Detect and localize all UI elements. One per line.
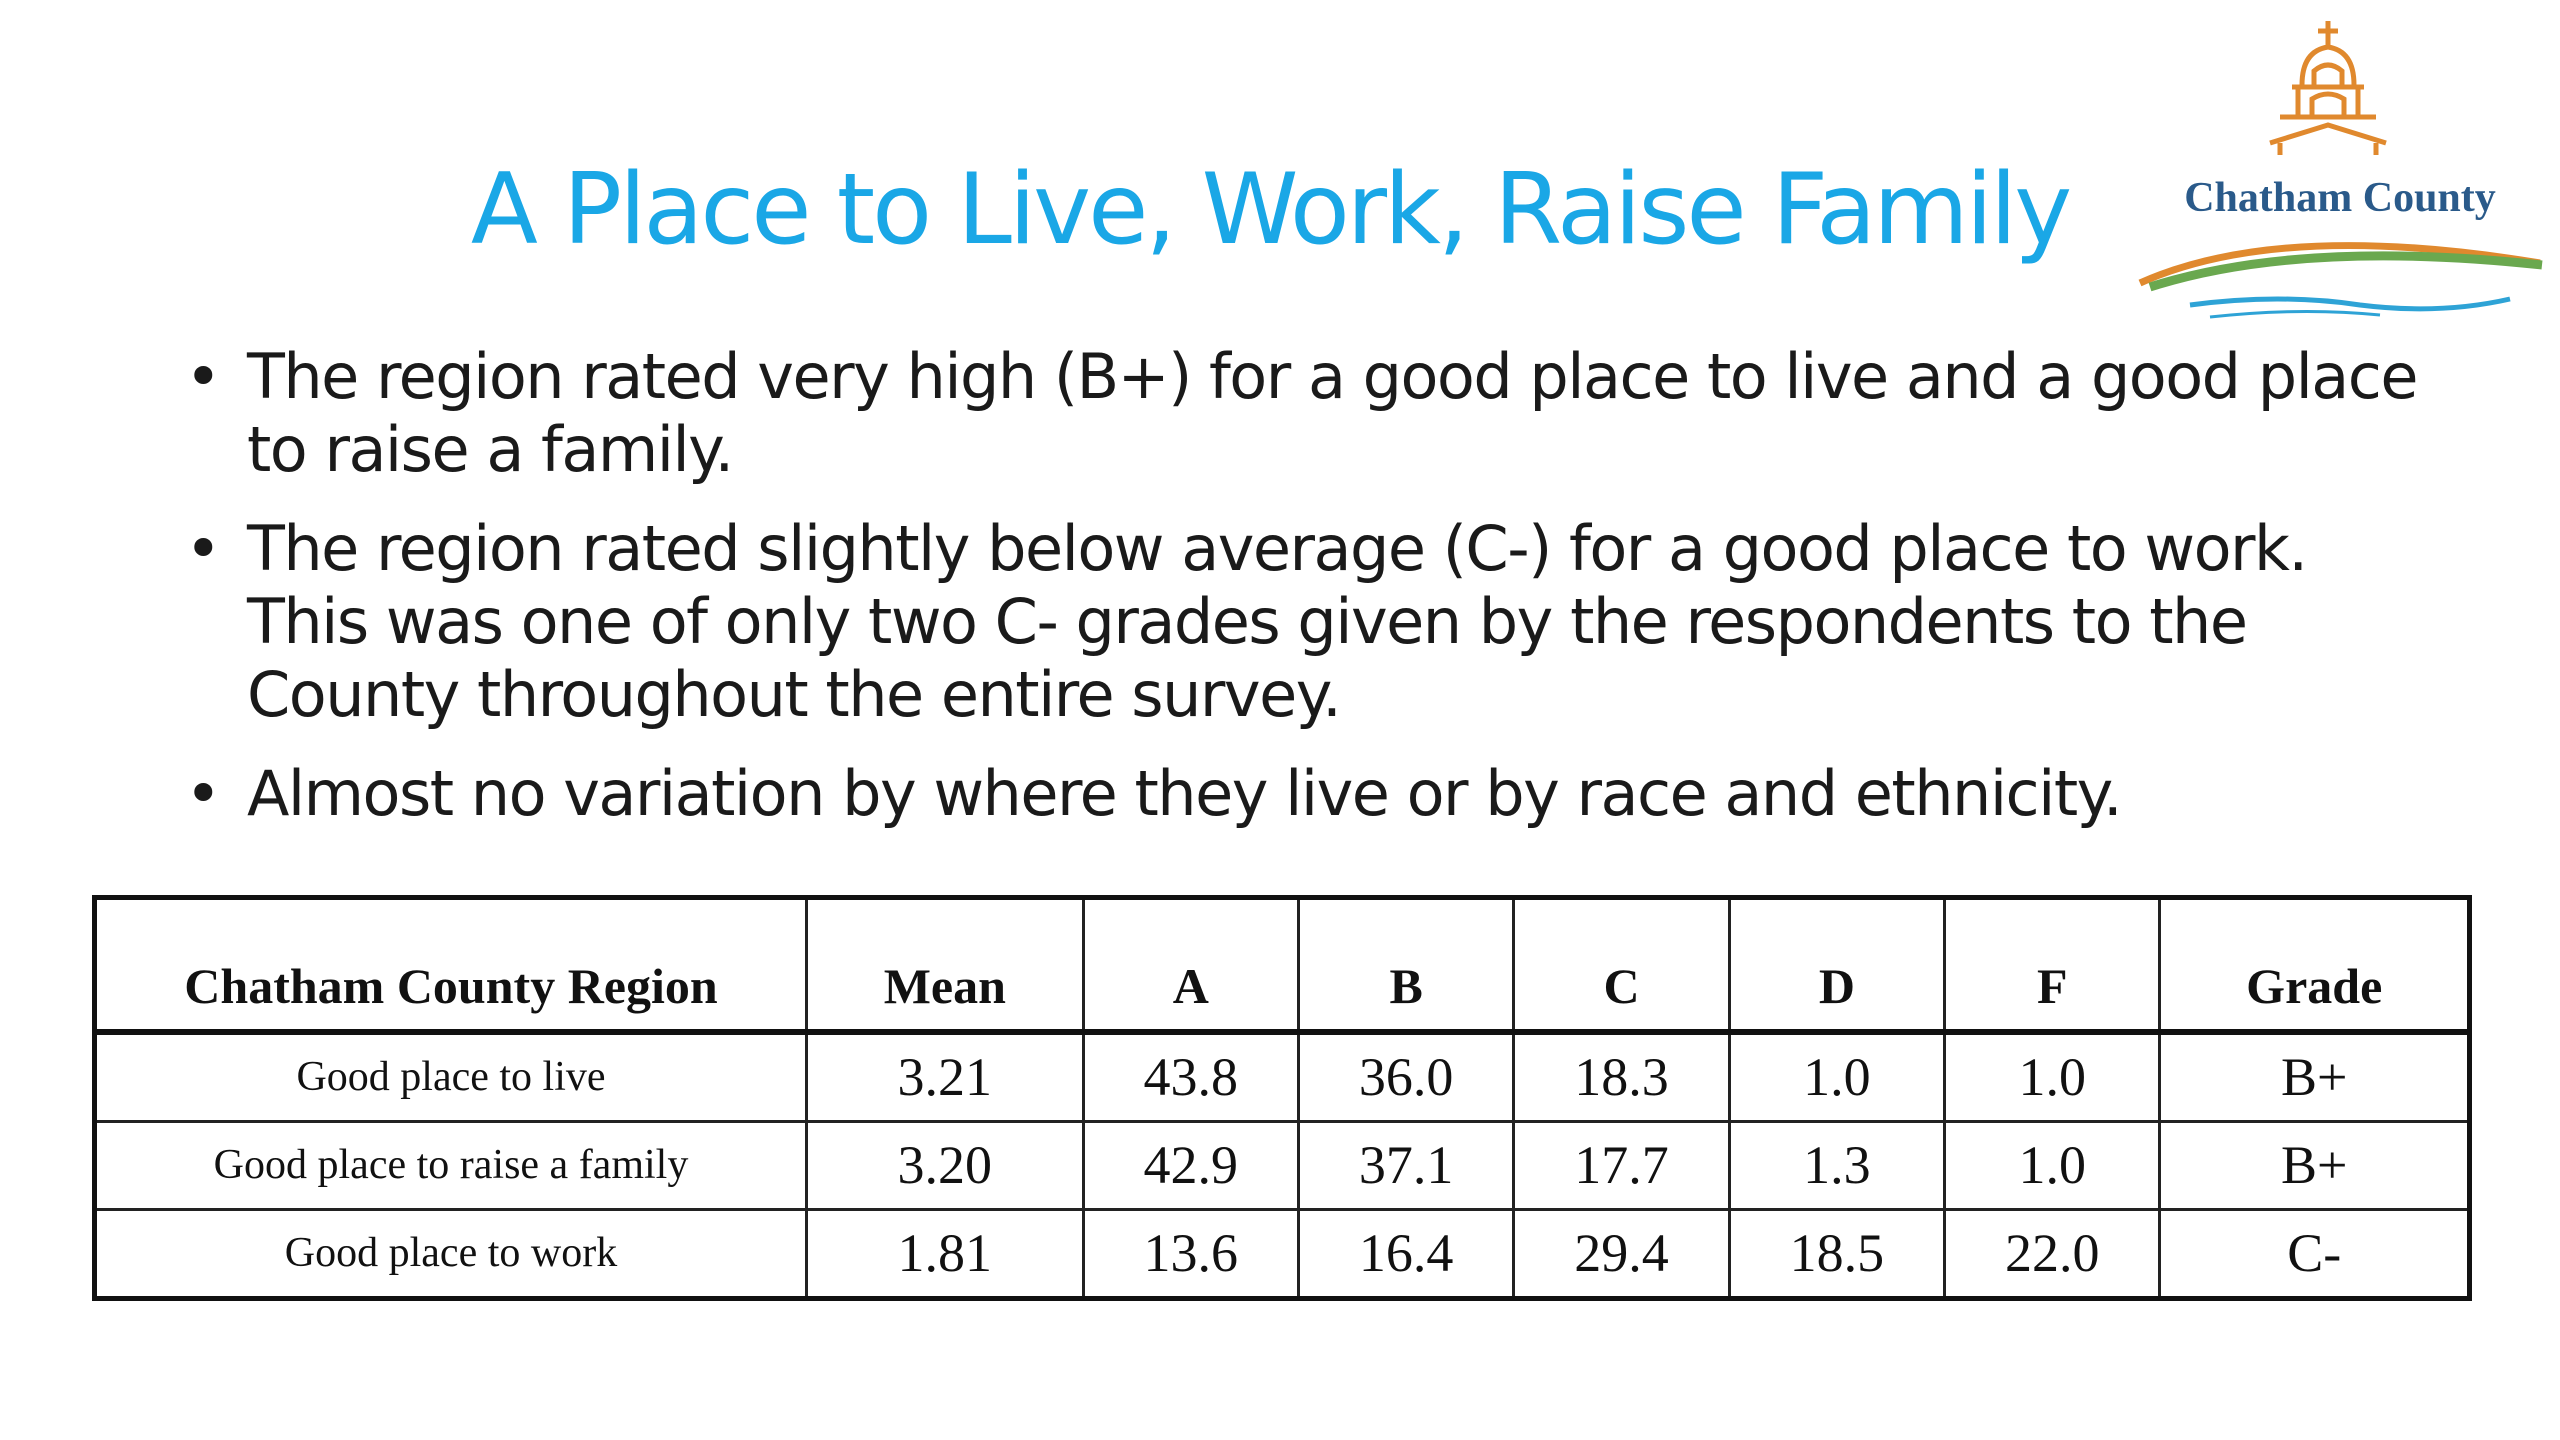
cell-b: 37.1	[1298, 1121, 1513, 1209]
bullet-item	[185, 512, 2435, 731]
cell-f: 22.0	[1945, 1209, 2160, 1298]
cell-region: Good place to raise a family	[95, 1121, 807, 1209]
table-row	[95, 1121, 2470, 1209]
table-row	[95, 1209, 2470, 1298]
cell-b: 16.4	[1298, 1209, 1513, 1298]
grades-table	[92, 895, 2472, 1301]
cell-b: 36.0	[1298, 1032, 1513, 1122]
bullet-list	[185, 340, 2435, 856]
bullet-dot: •	[185, 757, 221, 830]
cell-region: Good place to work	[95, 1209, 807, 1298]
header-f: F	[1945, 898, 2160, 1032]
header-a: A	[1083, 898, 1298, 1032]
cell-grade: B+	[2160, 1121, 2470, 1209]
courthouse-logo-icon	[2130, 15, 2550, 325]
bullet-text: Almost no variation by where they live or by race and ethnicity.	[247, 757, 2122, 830]
header-grade: Grade	[2160, 898, 2470, 1032]
bullet-dot: •	[185, 512, 221, 585]
header-mean: Mean	[807, 898, 1084, 1032]
cell-c: 18.3	[1514, 1032, 1729, 1122]
table-header-row	[95, 898, 2470, 1032]
bullet-item	[185, 757, 2435, 830]
cell-d: 18.5	[1729, 1209, 1944, 1298]
cell-mean: 1.81	[807, 1209, 1084, 1298]
bullet-text: The region rated very high (B+) for a good place to live and a good place to raise a family.	[247, 340, 2418, 486]
cell-mean: 3.20	[807, 1121, 1084, 1209]
header-region: Chatham County Region	[95, 898, 807, 1032]
table-row	[95, 1032, 2470, 1122]
bullet-dot: •	[185, 340, 221, 413]
cell-d: 1.0	[1729, 1032, 1944, 1122]
cell-region: Good place to live	[95, 1032, 807, 1122]
cell-grade: B+	[2160, 1032, 2470, 1122]
cell-f: 1.0	[1945, 1032, 2160, 1122]
cell-c: 29.4	[1514, 1209, 1729, 1298]
cell-c: 17.7	[1514, 1121, 1729, 1209]
bullet-item	[185, 340, 2435, 486]
cell-a: 43.8	[1083, 1032, 1298, 1122]
svg-text:Chatham County: Chatham County	[2184, 175, 2496, 221]
chatham-county-logo	[2130, 15, 2550, 325]
cell-grade: C-	[2160, 1209, 2470, 1298]
header-c: C	[1514, 898, 1729, 1032]
cell-a: 42.9	[1083, 1121, 1298, 1209]
cell-d: 1.3	[1729, 1121, 1944, 1209]
slide-title: A Place to Live, Work, Raise Family	[470, 153, 2070, 267]
header-b: B	[1298, 898, 1513, 1032]
bullet-text: The region rated slightly below average (C-) for a good place to work. This was one of only two C- grades given by the respondents to the County throughout the entire survey.	[247, 512, 2307, 731]
cell-f: 1.0	[1945, 1121, 2160, 1209]
header-d: D	[1729, 898, 1944, 1032]
cell-a: 13.6	[1083, 1209, 1298, 1298]
cell-mean: 3.21	[807, 1032, 1084, 1122]
